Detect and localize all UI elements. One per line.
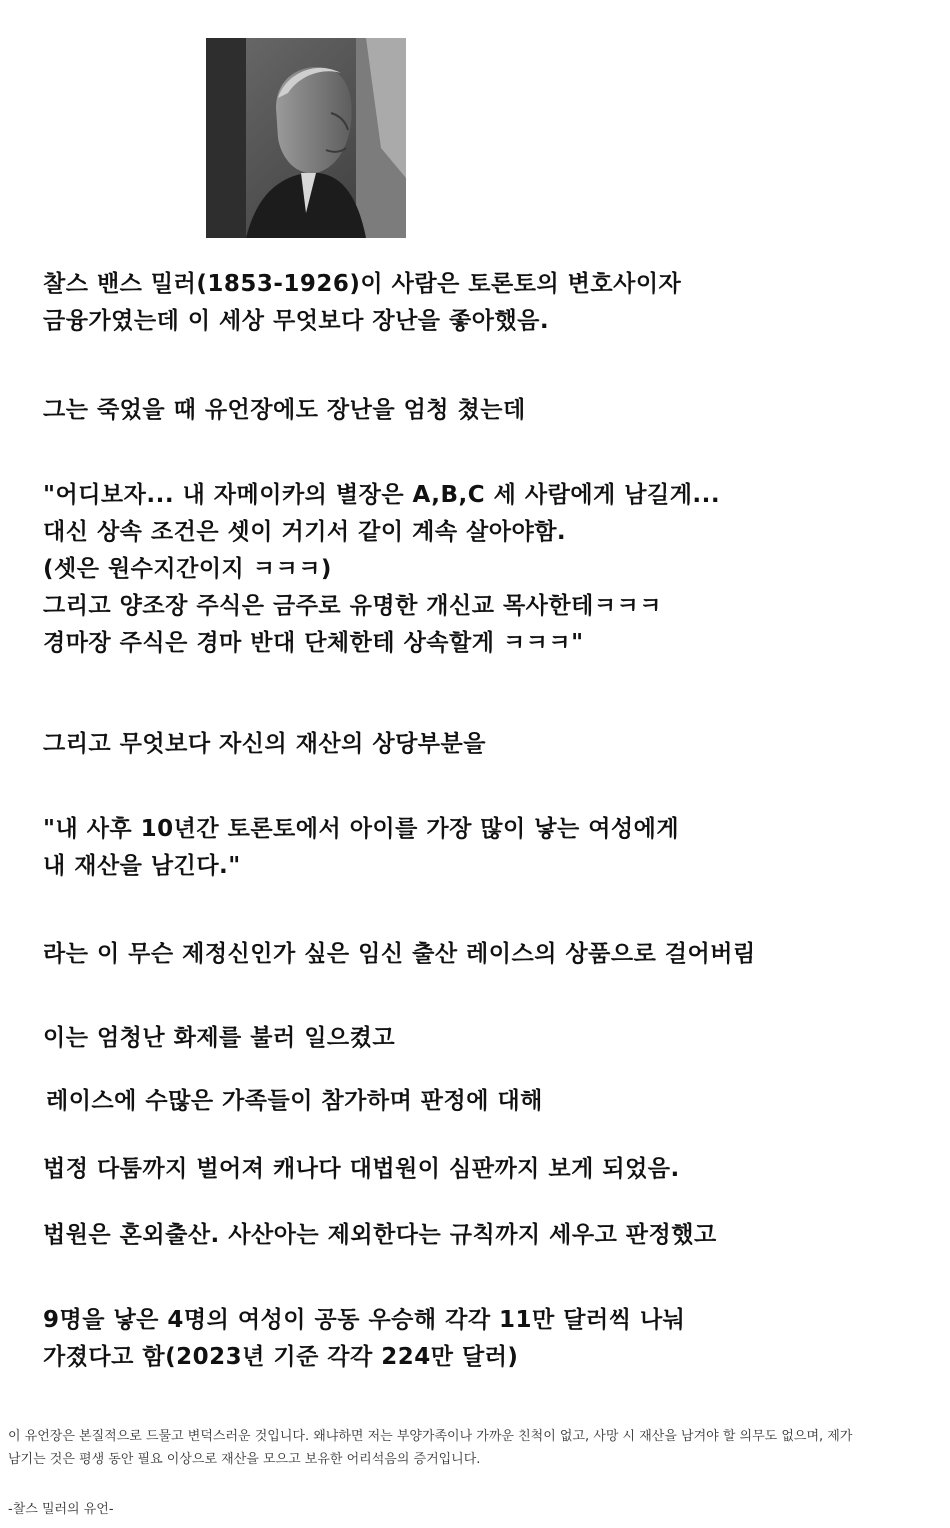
text-line: 이는 엄청난 화제를 불러 일으켰고 <box>43 1025 396 1051</box>
text-line: 금융가였는데 이 세상 무엇보다 장난을 좋아했음. <box>43 308 550 334</box>
footer-source: -찰스 밀러의 유언- <box>8 1502 114 1517</box>
text-line: "내 사후 10년간 토론토에서 아이를 가장 많이 낳는 여성에게 <box>43 816 680 842</box>
text-line: 그는 죽었을 때 유언장에도 장난을 엄청 쳤는데 <box>43 397 526 423</box>
footer-quote-block <box>8 1425 938 1521</box>
paragraph-will <box>43 392 923 429</box>
text-line: 라는 이 무슨 제정신인가 싶은 임신 출산 레이스의 상품으로 걸어버림 <box>43 941 756 967</box>
paragraph-families <box>46 1083 926 1120</box>
footer-quote-line: 이 유언장은 본질적으로 드물고 변덕스러운 것입니다. 왜냐하면 저는 부양가족이나 가까운 친척이 없고, 사망 시 재산을 남겨야 할 의무도 없으며, 제가 <box>8 1429 853 1444</box>
paragraph-court <box>43 1151 923 1188</box>
text-line: 법정 다툼까지 벌어져 캐나다 대법원이 심판까지 보게 되었음. <box>43 1156 680 1182</box>
paragraph-intro <box>43 266 923 340</box>
text-line: 법원은 혼외출산. 사산아는 제외한다는 규칙까지 세우고 판정했고 <box>43 1222 717 1248</box>
paragraph-race <box>43 936 923 973</box>
portrait-photo <box>206 38 406 238</box>
text-line: 가졌다고 함(2023년 기준 각각 224만 달러) <box>43 1344 519 1370</box>
paragraph-sensation <box>43 1020 923 1057</box>
paragraph-estate-quote <box>43 811 923 885</box>
text-line: 내 재산을 남긴다." <box>43 853 241 879</box>
text-line: 경마장 주식은 경마 반대 단체한테 상속할게 ㅋㅋㅋ" <box>43 630 584 656</box>
text-line: 9명을 낳은 4명의 여성이 공동 우승해 각각 11만 달러씩 나눠 <box>43 1307 686 1333</box>
portrait-illustration <box>206 38 406 238</box>
text-line: 찰스 밴스 밀러(1853-1926)이 사람은 토론토의 변호사이자 <box>43 271 682 297</box>
paragraph-ruling <box>43 1217 923 1254</box>
paragraph-estate <box>43 726 923 763</box>
text-line: 대신 상속 조건은 셋이 거기서 같이 계속 살아야함. <box>43 519 567 545</box>
text-line: 그리고 무엇보다 자신의 재산의 상당부분을 <box>43 731 486 757</box>
text-line: 그리고 양조장 주식은 금주로 유명한 개신교 목사한테ㅋㅋㅋ <box>43 593 662 619</box>
paragraph-winners <box>43 1302 923 1376</box>
text-line: (셋은 원수지간이지 ㅋㅋㅋ) <box>43 556 332 582</box>
paragraph-will-quote <box>43 477 923 662</box>
text-line: "어디보자... 내 자메이카의 별장은 A,B,C 세 사람에게 남길게... <box>43 482 721 508</box>
text-line: 레이스에 수많은 가족들이 참가하며 판정에 대해 <box>46 1088 543 1114</box>
footer-quote-line: 남기는 것은 평생 동안 필요 이상으로 재산을 모으고 보유한 어리석음의 증거입니다. <box>8 1452 481 1467</box>
